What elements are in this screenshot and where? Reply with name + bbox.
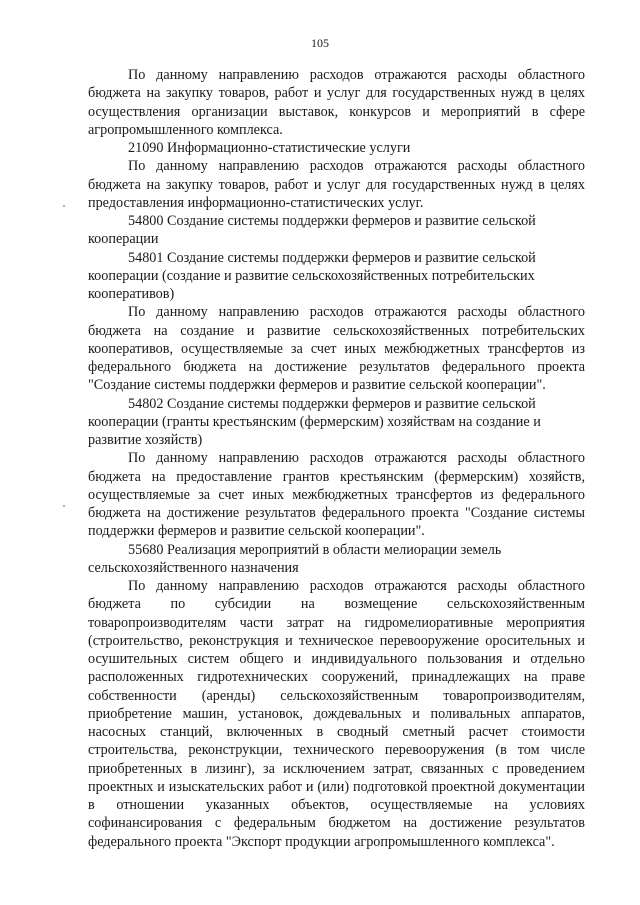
heading-54801: 54801 Создание системы поддержки фермеров и развитие сельской кооперации (создание и развитие сельскохозяйственных потребительских кооперативов)	[88, 249, 536, 302]
paragraph-expenses-exhibitions: По данному направлению расходов отражаются расходы областного бюджета на закупку товаров, работ и услуг для государственных нужд в целях осуществления организации выставок, конкурсов и мероприятий в сфере агропромышленного комплекса.	[88, 67, 585, 138]
heading-55680: 55680 Реализация мероприятий в области мелиорации земель сельскохозяйственного назначения	[88, 541, 502, 576]
heading-54800: 54800 Создание системы поддержки фермеров и развитие сельской кооперации	[88, 213, 536, 248]
paragraph-expenses-melioration: По данному направлению расходов отражаются расходы областного бюджета по субсидии на возмещение сельскохозяйственным товаропроизводителям части затрат на гидромелиоративные мероприятия (строительство, реконструкция и техническое перевооружение оросительных и осушительных систем общего и индивидуального пользования и отдельно расположенных гидротехнических сооружений, принадлежащих на праве собственности (аренды) сельскохозяйственным товаропроизводителям, приобретение машин, установок, дождевальных и поливальных аппаратов, насосных станций, включенных в сводный сметный расчет стоимости строительства, реконструкции, технического перевооружения (в том числе приобретенных в лизинг), за исключением затрат, связанных с проведением проектных и изыскательских работ и (или) подготовкой проектной документации в отношении указанных объектов, осуществляемые на условиях софинансирования с федеральным бюджетом на достижение результатов федерального проекта "Экспорт продукции агропромышленного комплекса".	[88, 578, 585, 850]
scan-speck	[63, 505, 65, 507]
heading-21090: 21090 Информационно-статистические услуги	[128, 140, 411, 156]
paragraph-expenses-cooperatives: По данному направлению расходов отражаются расходы областного бюджета на создание и развитие сельскохозяйственных потребительских кооперативов, осуществляемые за счет иных межбюджетных трансфертов из федерального бюджета на достижение результатов федерального проекта "Создание системы поддержки фермеров и развитие сельской кооперации".	[88, 304, 585, 394]
heading-54802: 54802 Создание системы поддержки фермеров и развитие сельской кооперации (гранты крестьянским (фермерским) хозяйствам на создание и развитие хозяйств)	[88, 395, 541, 448]
paragraph-expenses-info-services: По данному направлению расходов отражаются расходы областного бюджета на закупку товаров, работ и услуг для государственных нужд в целях предоставления информационно-статистических услуг.	[88, 158, 585, 211]
paragraph-expenses-grants: По данному направлению расходов отражаются расходы областного бюджета на предоставление грантов крестьянским (фермерским) хозяйств, осуществляемые за счет иных межбюджетных трансфертов из федерального бюджета на достижение результатов федерального проекта "Создание системы поддержки фермеров и развитие сельской кооперации".	[88, 450, 585, 540]
page-number: 105	[311, 36, 329, 50]
document-body	[88, 66, 585, 851]
scan-speck	[63, 205, 65, 207]
